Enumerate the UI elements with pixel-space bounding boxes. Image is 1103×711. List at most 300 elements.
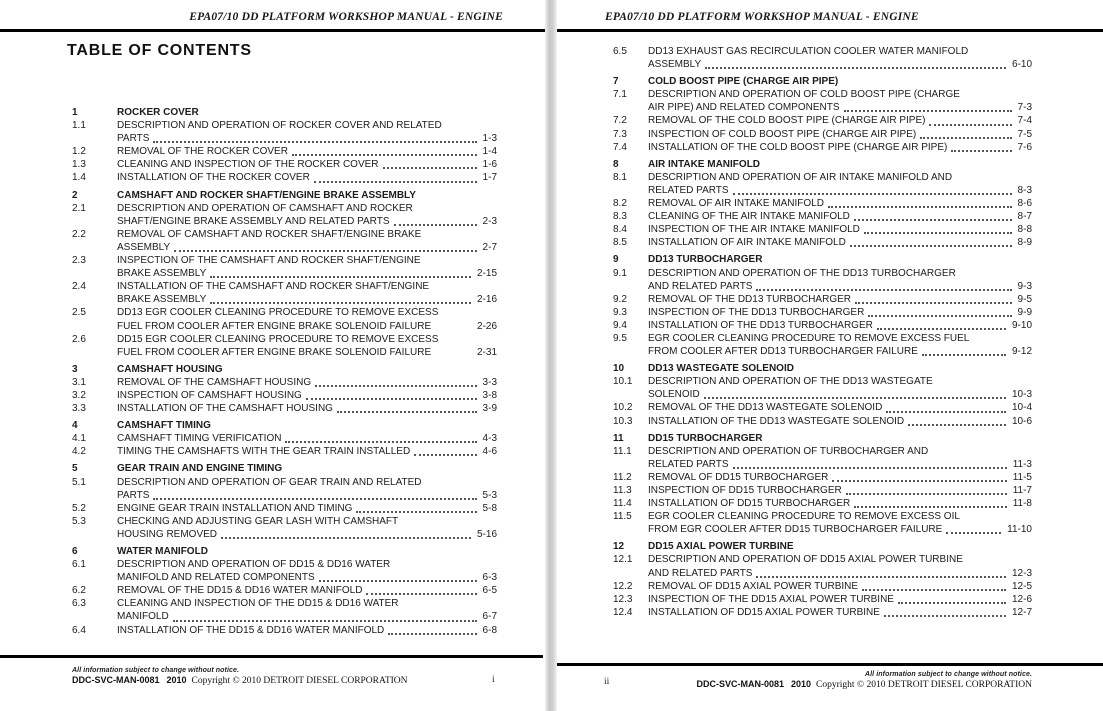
toc-row-title: REMOVAL OF DD15 AXIAL POWER TURBINE — [648, 580, 859, 592]
toc-row — [613, 236, 1032, 249]
toc-row-number: 11.4 — [613, 498, 632, 510]
toc-row-page: 7-6 — [1017, 141, 1032, 153]
toc-row-title: DESCRIPTION AND OPERATION OF GEAR TRAIN AND RELATED — [117, 476, 422, 488]
toc-row — [613, 184, 1032, 197]
toc-row — [613, 88, 1032, 101]
toc-row-page: 7-4 — [1017, 115, 1032, 127]
toc-row — [72, 402, 497, 415]
toc-row-title: DESCRIPTION AND OPERATION OF DD15 AXIAL POWER TURBINE — [648, 554, 963, 566]
toc-row-number: 6.5 — [613, 46, 627, 57]
toc-row-page: 11-7 — [1012, 485, 1032, 496]
dot-leader — [846, 493, 1007, 495]
footer-rule-left — [0, 655, 543, 658]
toc-row-title: ASSEMBLY — [117, 241, 171, 253]
toc-row-number: 2.3 — [72, 255, 86, 267]
toc-row-number — [72, 293, 117, 306]
footer-notice: All information subject to change without notice. — [72, 667, 240, 674]
page-number-right: ii — [604, 677, 610, 687]
toc-row-number: 6.3 — [72, 598, 86, 610]
toc-row — [613, 306, 1032, 319]
toc-row-number: 9.5 — [613, 332, 627, 344]
toc-row — [72, 502, 497, 515]
toc-row-title: REMOVAL OF THE DD15 & DD16 WATER MANIFOLD — [117, 585, 363, 597]
toc-row-number: 2.6 — [72, 333, 86, 345]
toc-row-page: 10-6 — [1011, 415, 1032, 427]
toc-row-title: MANIFOLD AND RELATED COMPONENTS — [117, 572, 315, 584]
toc-row-number — [613, 388, 648, 401]
toc-row — [613, 401, 1032, 414]
toc-row — [613, 280, 1032, 293]
toc-row — [613, 540, 1032, 553]
dot-leader — [864, 232, 1012, 234]
toc-row-title: EGR COOLER CLEANING PROCEDURE TO REMOVE EXCESS OIL — [648, 511, 960, 523]
toc-row-number: 5.1 — [72, 476, 86, 488]
footer-notice: All information subject to change without notice. — [864, 671, 1032, 678]
toc-row — [72, 545, 497, 558]
footer-doc-id: DDC-SVC-MAN-0081 — [696, 679, 784, 689]
toc-row-number: 9.2 — [613, 293, 627, 305]
toc-row-title: INSPECTION OF DD15 TURBOCHARGER — [648, 485, 842, 496]
toc-row — [613, 375, 1032, 388]
toc-row — [613, 319, 1032, 332]
toc-row-page: 11-8 — [1012, 498, 1032, 510]
toc-row — [613, 45, 1032, 58]
toc-row — [613, 158, 1032, 171]
toc-row-number — [72, 528, 117, 541]
toc-row — [613, 388, 1032, 401]
toc-row — [72, 489, 497, 502]
footer-rule-right — [557, 663, 1103, 666]
toc-row-page: 9-10 — [1011, 319, 1032, 331]
toc-row-number — [613, 345, 648, 358]
dot-leader — [854, 506, 1006, 508]
toc-row-number: 10.1 — [613, 376, 633, 388]
toc-row-page: 6-5 — [482, 585, 497, 597]
toc-row-title: DESCRIPTION AND OPERATION OF CAMSHAFT AND ROCKER — [117, 202, 413, 214]
dot-leader — [414, 454, 476, 456]
toc-row-title: REMOVAL OF THE COLD BOOST PIPE (CHARGE AIR PIPE) — [648, 115, 926, 127]
dot-leader — [920, 137, 1011, 139]
toc-row — [613, 606, 1032, 619]
dot-leader — [221, 537, 471, 539]
toc-row-title: CAMSHAFT AND ROCKER SHAFT/ENGINE BRAKE ASSEMBLY — [117, 189, 416, 201]
toc-row-title: CLEANING OF THE AIR INTAKE MANIFOLD — [648, 211, 850, 223]
toc-row-number: 12.2 — [613, 580, 633, 592]
dot-leader — [951, 150, 1011, 152]
toc-row-title: CAMSHAFT HOUSING — [117, 363, 223, 375]
toc-row — [72, 189, 497, 202]
toc-row — [72, 215, 497, 228]
toc-row — [613, 432, 1032, 445]
toc-row-number: 1.4 — [72, 172, 86, 184]
toc-row — [613, 593, 1032, 606]
toc-row — [613, 471, 1032, 484]
toc-row-number: 7.1 — [613, 89, 627, 101]
toc-row-page: 8-3 — [1017, 184, 1032, 196]
toc-row-number: 8.2 — [613, 198, 627, 210]
toc-row-number — [72, 489, 117, 502]
toc-row-title: REMOVAL OF CAMSHAFT AND ROCKER SHAFT/ENGINE BRAKE — [117, 228, 422, 240]
toc-row — [72, 432, 497, 445]
toc-row-page: 12-5 — [1011, 580, 1032, 592]
page-gutter — [545, 0, 557, 711]
dot-leader — [733, 193, 1012, 195]
toc-row-title: FROM EGR COOLER AFTER DD15 TURBOCHARGER FAILURE — [648, 524, 943, 536]
toc-row-title: DESCRIPTION AND OPERATION OF AIR INTAKE MANIFOLD AND — [648, 171, 953, 183]
dot-leader — [868, 315, 1011, 317]
toc-row-title: FROM COOLER AFTER DD13 TURBOCHARGER FAILURE — [648, 346, 918, 358]
dot-leader — [153, 498, 476, 500]
dot-leader — [394, 224, 477, 226]
toc-row — [613, 523, 1032, 536]
toc-row-number — [72, 610, 117, 623]
toc-row-title: CAMSHAFT TIMING — [117, 420, 211, 432]
toc-row-title: PARTS — [117, 133, 150, 145]
toc-row-page: 2-26 — [476, 320, 497, 332]
toc-row-page: 2-31 — [476, 346, 497, 358]
toc-row-page: 9-12 — [1011, 346, 1032, 358]
toc-row-number: 5 — [72, 463, 78, 475]
toc-row-title: DD13 TURBOCHARGER — [648, 254, 763, 266]
toc-row-page: 3-9 — [482, 403, 497, 415]
toc-row-number: 6.2 — [72, 585, 86, 597]
toc-row-number: 8.5 — [613, 237, 627, 249]
toc-row — [72, 241, 497, 254]
toc-row-page: 8-8 — [1017, 224, 1032, 236]
dot-leader — [756, 576, 1006, 578]
toc-row-title: INSTALLATION OF THE COLD BOOST PIPE (CHARGE AIR PIPE) — [648, 141, 948, 153]
toc-row-title: INSPECTION OF THE AIR INTAKE MANIFOLD — [648, 224, 860, 236]
toc-row-title: AIR INTAKE MANIFOLD — [648, 158, 761, 170]
toc-row — [72, 145, 497, 158]
toc-row-number: 11 — [613, 432, 624, 444]
toc-row — [72, 419, 497, 432]
toc-row-title: INSTALLATION OF DD15 TURBOCHARGER — [648, 498, 851, 510]
toc-row-page: 11-3 — [1012, 458, 1032, 470]
toc-row-title: DD15 TURBOCHARGER — [648, 432, 763, 444]
toc-row — [72, 158, 497, 171]
footer-copyright: Copyright © 2010 DETROIT DIESEL CORPORATION — [816, 680, 1032, 690]
toc-row-number: 2.4 — [72, 281, 86, 293]
toc-row — [613, 101, 1032, 114]
toc-row-page: 8-7 — [1017, 211, 1032, 223]
toc-row — [613, 345, 1032, 358]
toc-row-title: REMOVAL OF THE DD13 WASTEGATE SOLENOID — [648, 402, 883, 414]
toc-row-number — [613, 280, 648, 293]
toc-row-number: 12.3 — [613, 593, 633, 605]
toc-row — [72, 306, 497, 319]
dot-leader — [173, 620, 477, 622]
toc-row — [72, 320, 497, 333]
toc-row — [72, 333, 497, 346]
toc-row — [613, 128, 1032, 141]
dot-leader — [844, 110, 1012, 112]
toc-row-title: EGR COOLER CLEANING PROCEDURE TO REMOVE EXCESS FUEL — [648, 332, 970, 344]
toc-row-title: ROCKER COVER — [117, 107, 199, 118]
dot-leader — [929, 124, 1011, 126]
toc-row — [72, 228, 497, 241]
toc-row — [72, 171, 497, 184]
toc-row-title: INSTALLATION OF THE DD13 WASTEGATE SOLENOID — [648, 415, 905, 427]
toc-row — [72, 445, 497, 458]
dot-leader — [153, 141, 476, 143]
toc-left-page — [72, 102, 497, 637]
toc-row-page: 2-3 — [482, 215, 497, 227]
toc-row-title: MANIFOLD — [117, 611, 169, 623]
toc-row-title: CAMSHAFT TIMING VERIFICATION — [117, 433, 282, 445]
dot-leader — [946, 532, 1001, 534]
dot-leader — [886, 411, 1006, 413]
toc-row-title: INSTALLATION OF THE ROCKER COVER — [117, 172, 310, 184]
footer-left — [72, 667, 408, 686]
footer-doc-id: DDC-SVC-MAN-0081 — [72, 675, 160, 685]
footer-right — [557, 671, 1032, 690]
toc-row-number — [72, 320, 117, 333]
footer-docline — [557, 679, 1032, 690]
toc-row-number: 8.1 — [613, 171, 627, 183]
toc-row — [613, 458, 1032, 471]
toc-row — [72, 202, 497, 215]
toc-row — [72, 528, 497, 541]
toc-row — [613, 497, 1032, 510]
running-header-left: EPA07/10 DD PLATFORM WORKSHOP MANUAL - ENGINE — [189, 11, 503, 23]
footer-copyright: Copyright © 2010 DETROIT DIESEL CORPORATION — [191, 676, 408, 686]
toc-row-number: 6.4 — [72, 624, 86, 636]
toc-row-page: 4-6 — [482, 446, 497, 458]
toc-row — [72, 119, 497, 132]
toc-row-number: 12.1 — [613, 554, 633, 566]
toc-row-number: 9 — [613, 254, 619, 266]
toc-row — [72, 346, 497, 359]
dot-leader — [315, 385, 476, 387]
toc-row-page: 10-4 — [1011, 402, 1032, 414]
toc-row-page: 5-3 — [482, 489, 497, 501]
toc-row-number — [613, 567, 648, 580]
toc-row-page: 12-6 — [1011, 593, 1032, 605]
toc-row-title: INSTALLATION OF DD15 AXIAL POWER TURBINE — [648, 606, 880, 618]
toc-row-number: 8.3 — [613, 211, 627, 223]
dot-leader — [366, 593, 476, 595]
toc-row-title: DD15 AXIAL POWER TURBINE — [648, 541, 794, 553]
dot-leader — [898, 602, 1006, 604]
toc-row-number: 3.1 — [72, 376, 86, 388]
toc-row-number: 3.2 — [72, 389, 86, 401]
footer-year: 2010 — [791, 679, 812, 689]
toc-row-number: 11.2 — [613, 471, 632, 483]
toc-row — [72, 462, 497, 475]
toc-row-page: 3-3 — [482, 376, 497, 388]
toc-row-number — [613, 101, 648, 114]
toc-row-page: 6-3 — [482, 572, 497, 584]
toc-row-number — [72, 132, 117, 145]
toc-row — [613, 114, 1032, 127]
page-title: TABLE OF CONTENTS — [67, 42, 252, 59]
toc-row — [613, 484, 1032, 497]
toc-row-title: DESCRIPTION AND OPERATION OF COLD BOOST PIPE (CHARGE — [648, 89, 960, 101]
toc-row-title: AND RELATED PARTS — [648, 280, 753, 292]
toc-row-title: GEAR TRAIN AND ENGINE TIMING — [117, 463, 283, 475]
toc-row-number — [72, 571, 117, 584]
toc-row — [613, 415, 1032, 428]
toc-row — [72, 376, 497, 389]
toc-row-title: AIR PIPE) AND RELATED COMPONENTS — [648, 102, 840, 114]
toc-row — [613, 75, 1032, 88]
toc-row-title: INSPECTION OF THE DD15 AXIAL POWER TURBINE — [648, 593, 894, 605]
toc-row-title: INSPECTION OF THE DD13 TURBOCHARGER — [648, 306, 865, 318]
toc-row — [613, 580, 1032, 593]
toc-row — [72, 558, 497, 571]
toc-row-title: COLD BOOST PIPE (CHARGE AIR PIPE) — [648, 76, 839, 88]
toc-row — [613, 253, 1032, 266]
toc-row-title: FUEL FROM COOLER AFTER ENGINE BRAKE SOLENOID FAILURE — [117, 320, 432, 332]
dot-leader — [383, 167, 477, 169]
dot-leader — [306, 398, 477, 400]
footer-docline — [72, 675, 408, 686]
toc-row — [72, 363, 497, 376]
dot-leader — [854, 219, 1012, 221]
toc-row-title: REMOVAL OF THE DD13 TURBOCHARGER — [648, 293, 851, 305]
toc-row — [613, 332, 1032, 345]
toc-row-title: FUEL FROM COOLER AFTER ENGINE BRAKE SOLENOID FAILURE — [117, 346, 432, 358]
toc-row-page: 2-16 — [476, 294, 497, 306]
dot-leader — [319, 580, 477, 582]
toc-row-number — [72, 267, 117, 280]
toc-row-number: 3 — [72, 363, 78, 375]
dot-leader — [884, 615, 1006, 617]
toc-row-number: 2 — [72, 189, 78, 201]
toc-row — [72, 571, 497, 584]
dot-leader — [922, 354, 1006, 356]
toc-row-title: RELATED PARTS — [648, 458, 729, 470]
toc-row-title: DESCRIPTION AND OPERATION OF TURBOCHARGER AND — [648, 445, 929, 457]
dot-leader — [862, 589, 1006, 591]
toc-row-number: 10 — [613, 363, 625, 375]
toc-row-title: INSTALLATION OF THE DD15 & DD16 WATER MANIFOLD — [117, 624, 385, 636]
toc-row-title: DD13 EGR COOLER CLEANING PROCEDURE TO REMOVE EXCESS — [117, 307, 439, 319]
toc-row-title: CLEANING AND INSPECTION OF THE DD15 & DD16 WATER — [117, 598, 399, 610]
toc-row-number: 11.5 — [613, 511, 632, 523]
toc-row-page: 12-3 — [1011, 567, 1032, 579]
toc-row-page: 6-10 — [1011, 59, 1032, 71]
toc-row — [613, 58, 1032, 71]
toc-row-title: INSTALLATION OF THE CAMSHAFT AND ROCKER SHAFT/ENGINE — [117, 281, 430, 293]
dot-leader — [877, 328, 1006, 330]
toc-row-title: INSTALLATION OF THE DD13 TURBOCHARGER — [648, 319, 873, 331]
toc-row-page: 2-15 — [476, 268, 497, 280]
toc-row-number — [72, 241, 117, 254]
toc-row — [613, 171, 1032, 184]
toc-row — [72, 584, 497, 597]
dot-leader — [314, 181, 477, 183]
toc-row-title: ENGINE GEAR TRAIN INSTALLATION AND TIMING — [117, 502, 353, 514]
toc-row-title: SHAFT/ENGINE BRAKE ASSEMBLY AND RELATED PARTS — [117, 215, 390, 227]
toc-row-number: 12 — [613, 541, 625, 553]
toc-row-number: 2.1 — [72, 202, 86, 214]
toc-row-number: 2.2 — [72, 228, 86, 240]
footer-year: 2010 — [166, 675, 187, 685]
toc-row-number: 7.2 — [613, 115, 627, 127]
dot-leader — [210, 276, 471, 278]
toc-row-number: 9.1 — [613, 267, 627, 279]
toc-row-title: PARTS — [117, 489, 150, 501]
toc-row-number — [72, 346, 117, 359]
dot-leader — [733, 467, 1007, 469]
toc-row-page: 5-8 — [482, 502, 497, 514]
toc-row-number: 12.4 — [613, 606, 633, 618]
toc-row-page: 3-8 — [482, 389, 497, 401]
toc-row-number — [613, 523, 648, 536]
toc-row-title: INSPECTION OF COLD BOOST PIPE (CHARGE AIR PIPE) — [648, 128, 917, 140]
toc-row-title: RELATED PARTS — [648, 184, 729, 196]
toc-row-page: 9-3 — [1017, 280, 1032, 292]
toc-row-page: 7-3 — [1017, 102, 1032, 114]
dot-leader — [704, 397, 1006, 399]
toc-row — [72, 280, 497, 293]
toc-row-number: 1.2 — [72, 146, 86, 158]
toc-row-page: 12-7 — [1011, 606, 1032, 618]
toc-row-title: HOUSING REMOVED — [117, 528, 218, 540]
toc-row-page: 2-7 — [482, 241, 497, 253]
toc-row-page: 7-5 — [1017, 128, 1032, 140]
page-number-left: i — [492, 675, 495, 685]
toc-row-number: 1.3 — [72, 159, 86, 171]
toc-row-title: AND RELATED PARTS — [648, 567, 753, 579]
toc-row-title: BRAKE ASSEMBLY — [117, 268, 207, 280]
toc-row-number: 10.2 — [613, 402, 633, 414]
dot-leader — [908, 424, 1006, 426]
toc-row-title: DD13 WASTEGATE SOLENOID — [648, 363, 794, 375]
toc-row — [72, 106, 497, 119]
toc-row-title: WATER MANIFOLD — [117, 546, 208, 557]
dot-leader — [832, 480, 1006, 482]
toc-row-title: ASSEMBLY — [648, 59, 702, 71]
toc-row-number: 8 — [613, 158, 619, 170]
toc-row-page: 1-4 — [482, 146, 497, 158]
toc-row-number — [613, 184, 648, 197]
toc-row-number: 5.3 — [72, 515, 86, 527]
toc-row-number: 8.4 — [613, 224, 627, 236]
dot-leader — [337, 411, 477, 413]
toc-row — [72, 624, 497, 637]
toc-row-number — [72, 215, 117, 228]
toc-row — [613, 267, 1032, 280]
toc-row-number: 7 — [613, 76, 619, 88]
dot-leader — [210, 302, 471, 304]
toc-row-title: INSPECTION OF THE CAMSHAFT AND ROCKER SHAFT/ENGINE — [117, 255, 421, 267]
toc-row-page: 8-6 — [1017, 198, 1032, 210]
toc-row-page: 11-10 — [1007, 524, 1032, 536]
dot-leader — [174, 250, 476, 252]
toc-row-page: 9-9 — [1017, 306, 1032, 318]
toc-row — [72, 515, 497, 528]
toc-row-title: DD13 EXHAUST GAS RECIRCULATION COOLER WATER MANIFOLD — [648, 46, 969, 57]
toc-row-title: REMOVAL OF THE ROCKER COVER — [117, 146, 288, 158]
toc-row-page: 8-9 — [1017, 237, 1032, 249]
toc-row — [72, 254, 497, 267]
toc-row — [613, 141, 1032, 154]
toc-row-number: 10.3 — [613, 415, 633, 427]
running-header-right: EPA07/10 DD PLATFORM WORKSHOP MANUAL - ENGINE — [605, 11, 919, 23]
toc-row — [613, 197, 1032, 210]
toc-row — [72, 293, 497, 306]
toc-row-number — [613, 58, 648, 71]
toc-row-page: 5-16 — [476, 528, 497, 540]
toc-row — [613, 567, 1032, 580]
toc-row — [613, 362, 1032, 375]
toc-row — [613, 223, 1032, 236]
toc-row-page: 1-7 — [482, 172, 497, 184]
toc-row-number: 9.3 — [613, 306, 627, 318]
